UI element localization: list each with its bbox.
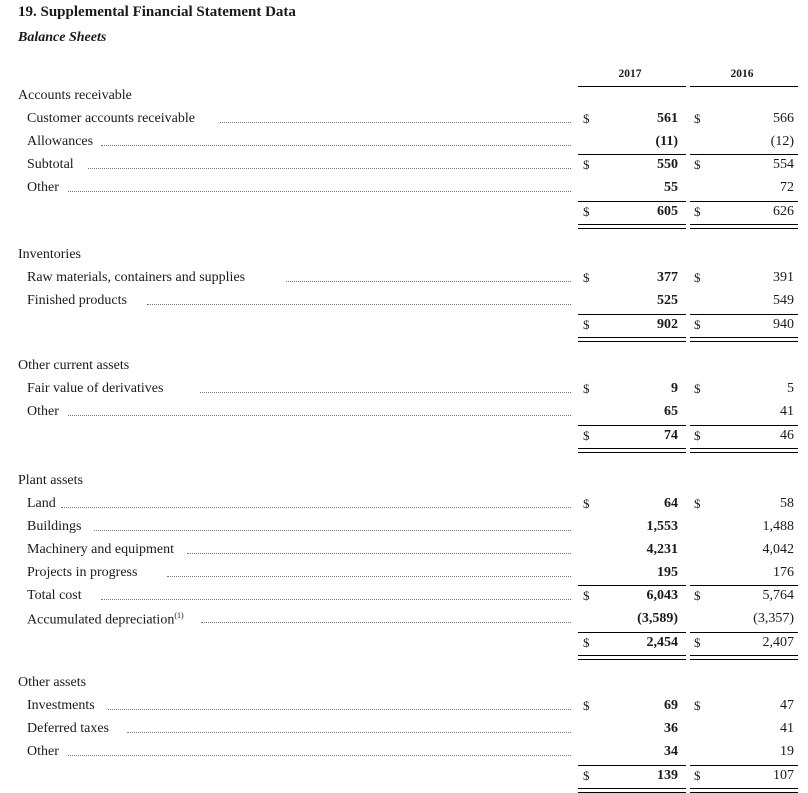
subtotal-rule <box>578 585 686 586</box>
total-rule <box>578 201 686 202</box>
total-rule <box>578 314 686 315</box>
currency-symbol: $ <box>694 428 701 443</box>
currency-symbol: $ <box>694 204 701 219</box>
total-value-2017: 605 <box>657 204 678 219</box>
row-label: Other <box>27 744 59 759</box>
currency-symbol: $ <box>583 157 590 172</box>
value-2016: 391 <box>773 270 794 285</box>
column-header-rule-2016 <box>690 86 798 87</box>
dot-leader <box>220 122 571 123</box>
dot-leader <box>201 622 571 623</box>
total-rule <box>690 201 798 202</box>
currency-symbol: $ <box>583 768 590 783</box>
currency-symbol: $ <box>583 111 590 126</box>
value-2017: 69 <box>664 698 678 713</box>
dot-leader <box>61 507 571 508</box>
row-label: Deferred taxes <box>27 721 110 736</box>
double-underline <box>690 224 798 229</box>
table-row <box>0 270 808 290</box>
double-underline <box>690 448 798 453</box>
table-row <box>0 111 808 131</box>
total-row <box>0 204 808 224</box>
value-2017: 65 <box>664 404 678 419</box>
total-rule <box>578 632 686 633</box>
total-value-2017: 2,454 <box>646 635 678 650</box>
value-2017: 195 <box>657 565 678 580</box>
row-label: Customer accounts receivable <box>27 111 195 126</box>
currency-symbol: $ <box>694 381 701 396</box>
value-2016: 549 <box>773 293 794 308</box>
value-2016: (12) <box>770 134 794 149</box>
total-rule <box>690 314 798 315</box>
dot-leader <box>200 392 571 393</box>
double-underline <box>578 655 686 660</box>
value-2016: 566 <box>773 111 794 126</box>
value-2017: 550 <box>657 157 678 172</box>
dot-leader <box>108 709 571 710</box>
value-2017: 36 <box>664 721 678 736</box>
table-row <box>0 293 808 313</box>
currency-symbol: $ <box>583 381 590 396</box>
currency-symbol: $ <box>694 496 701 511</box>
double-underline <box>690 655 798 660</box>
table-row <box>0 157 808 177</box>
value-2017: 6,043 <box>646 588 678 603</box>
currency-symbol: $ <box>694 111 701 126</box>
row-label: Machinery and equipment <box>27 542 174 557</box>
currency-symbol: $ <box>694 588 701 603</box>
table-row <box>0 134 808 154</box>
value-2016: 41 <box>780 404 794 419</box>
row-label: Buildings <box>27 519 82 534</box>
value-2016: 19 <box>780 744 794 759</box>
value-2017: 9 <box>671 381 678 396</box>
total-value-2016: 2,407 <box>762 635 794 650</box>
currency-symbol: $ <box>694 317 701 332</box>
value-2016: 1,488 <box>762 519 794 534</box>
total-value-2017: 139 <box>657 768 678 783</box>
subtotal-rule <box>690 585 798 586</box>
footnote-marker: (1) <box>174 611 184 620</box>
value-2017: 34 <box>664 744 678 759</box>
table-row <box>0 180 808 200</box>
currency-symbol: $ <box>694 698 701 713</box>
value-2016: 554 <box>773 157 794 172</box>
value-2017: 377 <box>657 270 678 285</box>
row-label: Total cost <box>27 588 82 603</box>
value-2017: 4,231 <box>646 542 678 557</box>
row-label: Land <box>27 496 56 511</box>
currency-symbol: $ <box>583 270 590 285</box>
total-rule <box>578 765 686 766</box>
section-heading: Inventories <box>18 247 81 262</box>
currency-symbol: $ <box>583 698 590 713</box>
value-2017: (11) <box>655 134 678 149</box>
dot-leader <box>147 304 571 305</box>
table-row <box>0 698 808 718</box>
value-2016: 5,764 <box>762 588 794 603</box>
total-row <box>0 428 808 448</box>
total-value-2017: 74 <box>664 428 678 443</box>
value-2016: 41 <box>780 721 794 736</box>
section-heading: Other current assets <box>18 358 130 373</box>
value-2016: 72 <box>780 180 794 195</box>
row-label: Raw materials, containers and supplies <box>27 270 246 285</box>
section-heading: Other assets <box>18 675 87 690</box>
value-2016: 5 <box>787 381 794 396</box>
total-row <box>0 635 808 655</box>
dot-leader <box>94 530 571 531</box>
double-underline <box>578 337 686 342</box>
table-row <box>0 519 808 539</box>
value-2016: 47 <box>780 698 794 713</box>
currency-symbol: $ <box>583 204 590 219</box>
subtotal-rule <box>578 154 686 155</box>
dot-leader <box>101 599 571 600</box>
currency-symbol: $ <box>694 270 701 285</box>
table-row <box>0 721 808 741</box>
dot-leader <box>68 755 571 756</box>
table-row <box>0 496 808 516</box>
table-row <box>0 611 808 631</box>
dot-leader <box>68 415 571 416</box>
total-value-2017: 902 <box>657 317 678 332</box>
value-2017: 55 <box>664 180 678 195</box>
column-header-rule-2017 <box>578 86 686 87</box>
value-2017: (3,589) <box>637 611 678 626</box>
value-2016: 58 <box>780 496 794 511</box>
row-label: Subtotal <box>27 157 74 172</box>
currency-symbol: $ <box>583 496 590 511</box>
value-2016: (3,357) <box>753 611 794 626</box>
column-header-2017: 2017 <box>618 68 642 80</box>
value-2017: 1,553 <box>646 519 678 534</box>
dot-leader <box>101 145 571 146</box>
total-row <box>0 768 808 788</box>
currency-symbol: $ <box>583 635 590 650</box>
dot-leader <box>167 576 571 577</box>
row-label: Other <box>27 180 59 195</box>
dot-leader <box>68 191 571 192</box>
value-2016: 176 <box>773 565 794 580</box>
row-label: Projects in progress <box>27 565 138 580</box>
total-rule <box>690 425 798 426</box>
row-label: Accumulated depreciation$^{(1)}$ <box>27 611 184 628</box>
total-value-2016: 940 <box>773 317 794 332</box>
total-rule <box>690 632 798 633</box>
table-row <box>0 381 808 401</box>
subtotal-rule <box>690 154 798 155</box>
column-header-2016: 2016 <box>730 68 754 80</box>
dot-leader <box>187 553 571 554</box>
total-value-2016: 626 <box>773 204 794 219</box>
page-title: 19. Supplemental Financial Statement Data <box>18 4 296 20</box>
dot-leader <box>286 281 571 282</box>
value-2017: 561 <box>657 111 678 126</box>
total-rule <box>690 765 798 766</box>
value-2017: 525 <box>657 293 678 308</box>
table-row <box>0 404 808 424</box>
double-underline <box>578 224 686 229</box>
currency-symbol: $ <box>694 157 701 172</box>
total-value-2016: 46 <box>780 428 794 443</box>
currency-symbol: $ <box>694 768 701 783</box>
total-value-2016: 107 <box>773 768 794 783</box>
double-underline <box>690 337 798 342</box>
page-subtitle: Balance Sheets <box>18 30 107 45</box>
dot-leader <box>127 732 571 733</box>
row-label: Other <box>27 404 59 419</box>
table-row <box>0 744 808 764</box>
table-row <box>0 542 808 562</box>
table-row <box>0 588 808 608</box>
table-row <box>0 565 808 585</box>
row-label: Finished products <box>27 293 127 308</box>
total-row <box>0 317 808 337</box>
section-heading: Plant assets <box>18 473 83 488</box>
dot-leader <box>88 168 571 169</box>
currency-symbol: $ <box>583 317 590 332</box>
value-2016: 4,042 <box>762 542 794 557</box>
row-label: Allowances <box>27 134 94 149</box>
double-underline <box>578 788 686 793</box>
double-underline <box>690 788 798 793</box>
row-label: Investments <box>27 698 95 713</box>
row-label: Fair value of derivatives <box>27 381 164 396</box>
double-underline <box>578 448 686 453</box>
currency-symbol: $ <box>583 588 590 603</box>
total-rule <box>578 425 686 426</box>
value-2017: 64 <box>664 496 678 511</box>
section-heading: Accounts receivable <box>18 88 132 103</box>
currency-symbol: $ <box>583 428 590 443</box>
currency-symbol: $ <box>694 635 701 650</box>
